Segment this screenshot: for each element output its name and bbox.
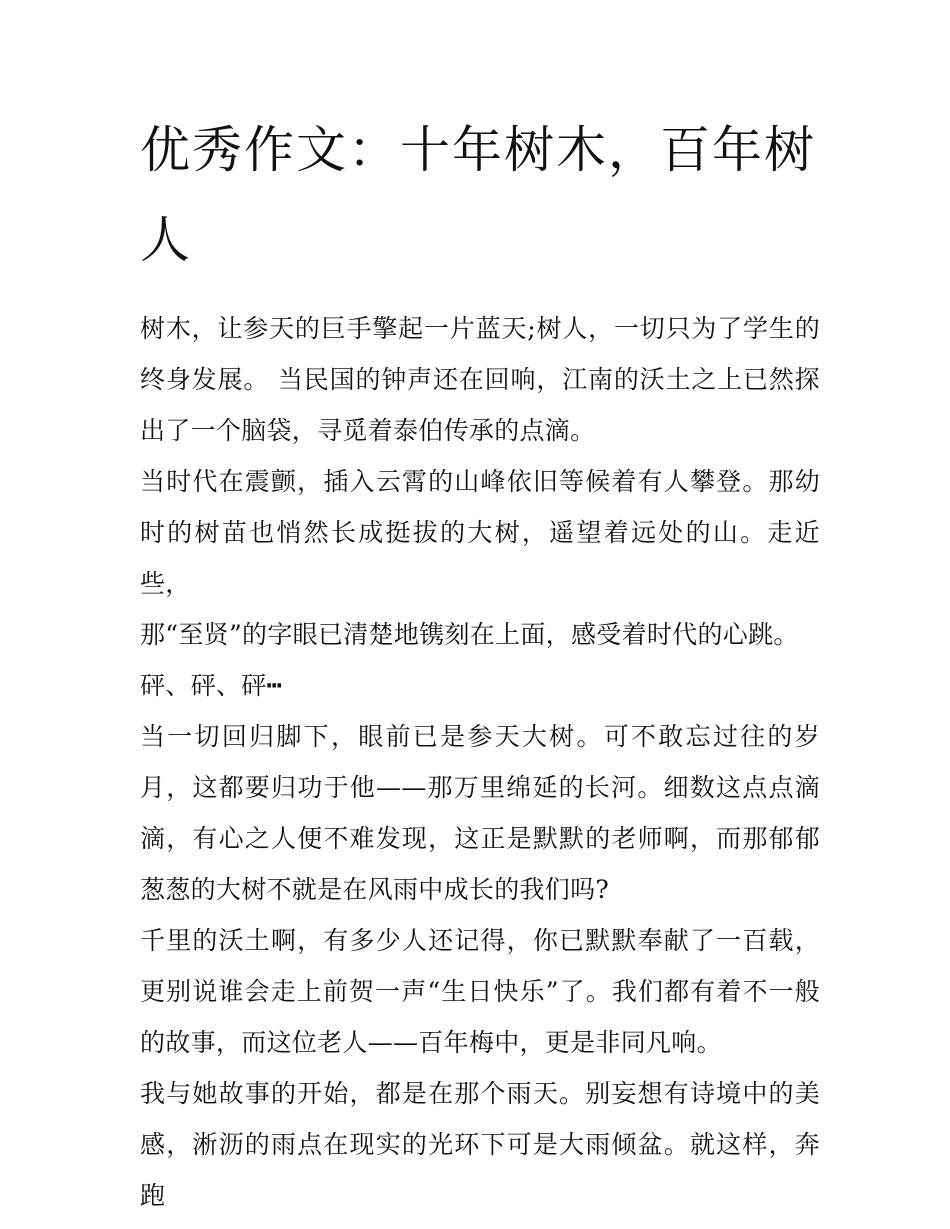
paragraph: 当时代在震颤，插入云霄的山峰依旧等候着有人攀登。那幼时的树苗也悄然长成挺拔的大树，遥望着远处的山。走近些， (140, 467, 820, 598)
paragraph: 那“至贤”的字眼已清楚地镌刻在上面，感受着时代的心跳。 (140, 620, 799, 649)
paragraph: 当一切回归脚下，眼前已是参天大树。可不敢忘过往的岁月，这都要归功于他——那万里绵延的长河。细数这点点滴滴，有心之人便不难发现，这正是默默的老师啊，而那郁郁葱葱的大树不就是在风雨中成长的我们吗? (140, 722, 820, 904)
paragraph: 树木，让参天的巨手擎起一片蓝天;树人，一切只为了学生的终身发展。 当民国的钟声还在回响，江南的沃土之上已然探出了一个脑袋，寻觅着泰伯传承的点滴。 (140, 314, 820, 445)
paragraph: 砰、砰、砰┅ (140, 671, 282, 700)
paragraph: 千里的沃土啊，有多少人还记得，你已默默奉献了一百载，更别说谁会走上前贺一声“生日快乐”了。我们都有着不一般的故事，而这位老人——百年梅中，更是非同凡响。 (140, 926, 820, 1057)
document-title: 优秀作文：十年树木，百年树人 (140, 121, 816, 269)
document-body (140, 303, 820, 1221)
document-page (140, 105, 820, 1221)
paragraph: 我与她故事的开始，都是在那个雨天。别妄想有诗境中的美感，淅沥的雨点在现实的光环下可是大雨倾盆。就这样，奔跑 (140, 1079, 820, 1210)
